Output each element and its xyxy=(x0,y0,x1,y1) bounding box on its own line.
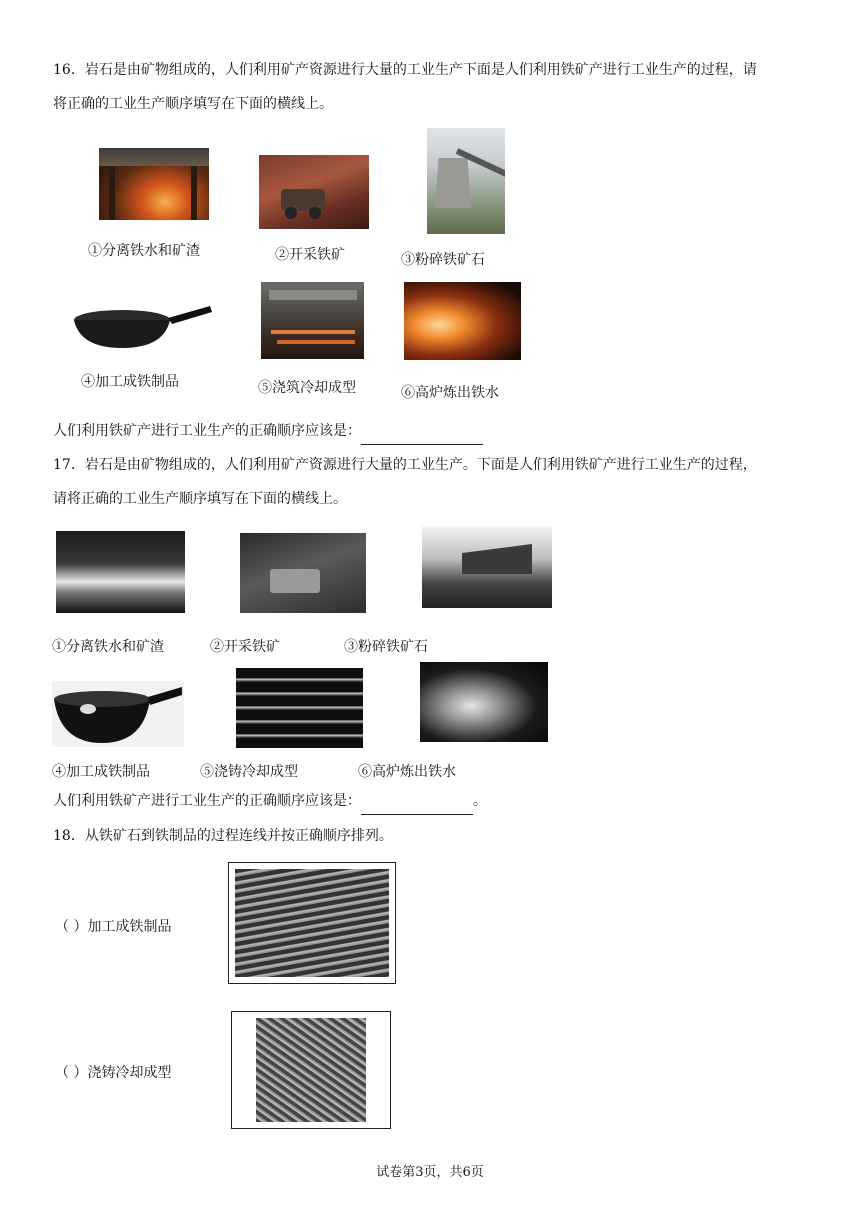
q16-photo-blast-furnace xyxy=(404,282,521,360)
q18-item-1 xyxy=(55,916,171,936)
q16-answer-prompt: 人们利用铁矿产进行工业生产的正确顺序应该是： xyxy=(53,423,361,439)
q16-text-line1: 16．岩石是由矿物组成的，人们利用矿产资源进行大量的工业生产下面是人们利用铁矿产进行工业生产的过程，请 xyxy=(53,62,757,78)
q17-photo-separate-iron xyxy=(56,531,185,613)
q16-answer-line xyxy=(53,417,483,445)
q17-caption-5: ⑤浇铸冷却成型 xyxy=(200,764,298,780)
q18-item-2-bracket[interactable]: （ ） xyxy=(55,1065,88,1081)
q16-photo-mining xyxy=(259,155,369,229)
q17-caption-3: ③粉碎铁矿石 xyxy=(344,639,428,655)
q18-item-2-label: 浇铸冷却成型 xyxy=(87,1065,172,1081)
q18-photo-2 xyxy=(256,1018,366,1122)
q16-answer-blank[interactable] xyxy=(361,428,483,445)
q16-photo-wok xyxy=(70,300,214,352)
q17-answer-end: 。 xyxy=(473,793,487,809)
q16-photo-casting xyxy=(261,282,364,359)
q16-caption-3: ③粉碎铁矿石 xyxy=(401,252,485,268)
q17-answer-prompt: 人们利用铁矿产进行工业生产的正确顺序应该是： xyxy=(53,793,361,809)
q17-photo-wok xyxy=(52,681,184,747)
q17-answer-blank[interactable] xyxy=(361,798,473,815)
page-footer: 试卷第3页，共6页 xyxy=(376,1165,484,1180)
q18-item-1-label: 加工成铁制品 xyxy=(87,919,172,935)
q16-caption-5: ⑤浇筑冷却成型 xyxy=(258,380,356,396)
q17-caption-6: ⑥高炉炼出铁水 xyxy=(358,764,456,780)
q18-item-2 xyxy=(55,1062,171,1082)
q16-photo-separate-iron xyxy=(99,148,209,220)
q17-photo-crusher xyxy=(422,526,552,608)
q17-photo-casting xyxy=(236,668,363,748)
q18-photo-1 xyxy=(235,869,389,977)
q18-photo-1-frame[interactable] xyxy=(228,862,396,984)
q17-text-line1: 17．岩石是由矿物组成的，人们利用矿产资源进行大量的工业生产。下面是人们利用铁矿产进行工业生产的过程， xyxy=(53,457,757,473)
q17-photo-mining xyxy=(240,533,366,613)
q18-photo-2-frame[interactable] xyxy=(231,1011,391,1129)
q16-photo-crusher xyxy=(427,128,505,234)
q16-caption-4: ④加工成铁制品 xyxy=(81,374,179,390)
q16-caption-1: ①分离铁水和矿渣 xyxy=(88,243,200,259)
q17-caption-2: ②开采铁矿 xyxy=(210,639,280,655)
q17-answer-line xyxy=(53,787,487,815)
q16-caption-6: ⑥高炉炼出铁水 xyxy=(401,385,499,401)
q17-caption-4: ④加工成铁制品 xyxy=(52,764,150,780)
q18-text: 18．从铁矿石到铁制品的过程连线并按正确顺序排列。 xyxy=(53,828,393,844)
q16-caption-2: ②开采铁矿 xyxy=(275,247,345,263)
q17-text-line2: 请将正确的工业生产顺序填写在下面的横线上。 xyxy=(53,491,347,507)
q16-text-line2: 将正确的工业生产顺序填写在下面的横线上。 xyxy=(53,96,333,112)
q17-photo-blast-furnace xyxy=(420,662,548,742)
q17-caption-1: ①分离铁水和矿渣 xyxy=(52,639,164,655)
q18-item-1-bracket[interactable]: （ ） xyxy=(55,919,88,935)
